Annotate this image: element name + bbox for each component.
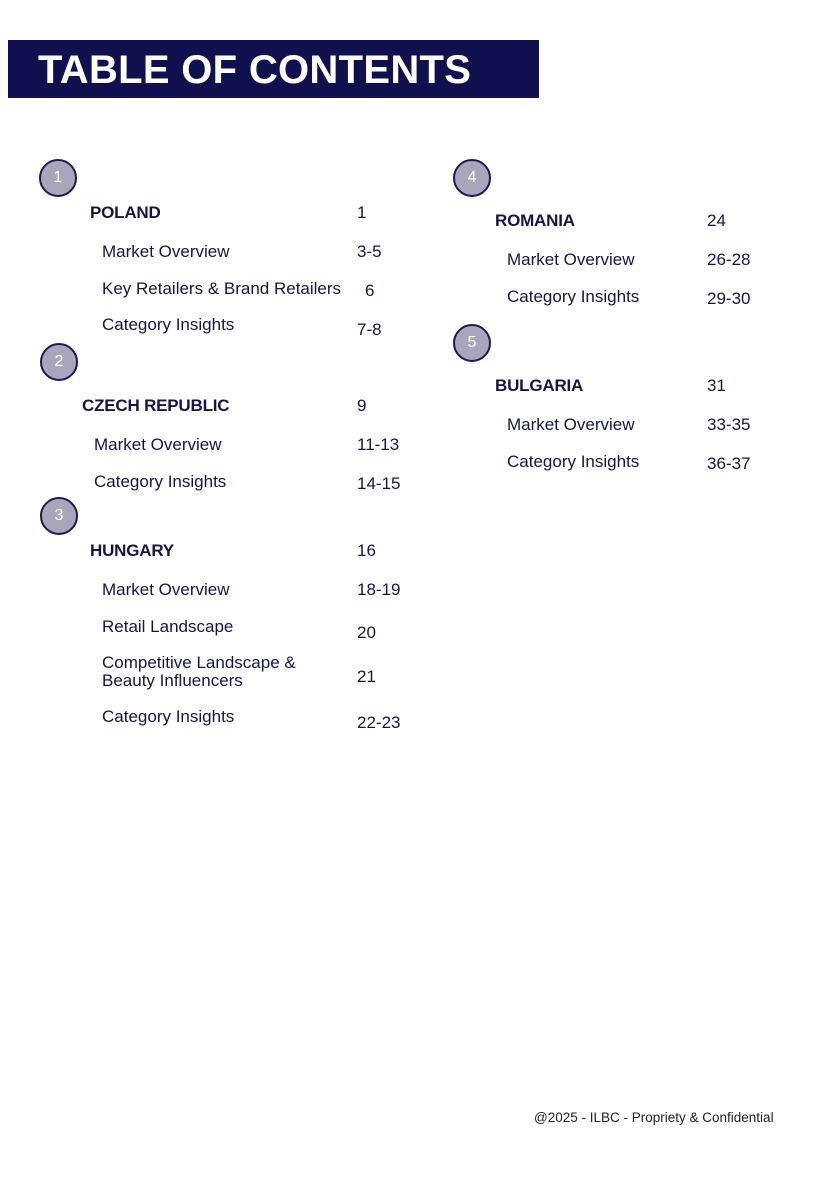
section-number-badge: 2 <box>40 343 78 381</box>
toc-entry-page: 11-13 <box>357 435 400 454</box>
section-number-badge: 3 <box>40 497 78 535</box>
toc-entry-label[interactable]: Competitive Landscape & <box>102 653 296 672</box>
country-heading[interactable]: HUNGARY <box>90 541 174 560</box>
toc-entry-page: 3-5 <box>357 242 382 261</box>
toc-entry-label[interactable]: Category Insights <box>507 287 640 306</box>
country-heading[interactable]: BULGARIA <box>495 376 584 395</box>
toc-entry-label[interactable]: Category Insights <box>507 452 640 471</box>
toc-entry-page: 7-8 <box>357 320 382 339</box>
toc-entry-page: 6 <box>365 281 375 300</box>
toc-entry-page: 29-30 <box>707 289 751 308</box>
toc-entry-label[interactable]: Category Insights <box>94 472 227 491</box>
country-page-number: 1 <box>357 203 367 222</box>
toc-entry-page: 18-19 <box>357 580 401 599</box>
footer-copyright: @2025 - ILBC - Propriety & Confidential <box>534 1110 774 1125</box>
section-number-badge: 4 <box>453 159 491 197</box>
toc-entry-page: 21 <box>357 667 376 686</box>
country-heading[interactable]: POLAND <box>90 203 161 222</box>
toc-entry-label[interactable]: Key Retailers & Brand Retailers <box>102 279 342 298</box>
page-title: TABLE OF CONTENTS <box>38 48 472 92</box>
toc-entry-label[interactable]: Retail Landscape <box>102 617 234 636</box>
section-number-badge: 5 <box>453 324 491 362</box>
country-heading[interactable]: ROMANIA <box>495 211 575 230</box>
section-number-badge: 1 <box>39 159 77 197</box>
country-page-number: 31 <box>707 376 726 395</box>
country-page-number: 24 <box>707 211 726 230</box>
toc-entry-page: 22-23 <box>357 713 401 732</box>
toc-entry-page: 20 <box>357 623 376 642</box>
toc-entry-page: 36-37 <box>707 454 751 473</box>
toc-entry-label[interactable]: Market Overview <box>507 415 635 434</box>
toc-entry-page: 14-15 <box>357 474 401 493</box>
toc-entry-label[interactable]: Market Overview <box>102 242 230 261</box>
toc-entry-label[interactable]: Market Overview <box>102 580 230 599</box>
country-heading[interactable]: CZECH REPUBLIC <box>82 396 230 415</box>
country-page-number: 9 <box>357 396 367 415</box>
country-page-number: 16 <box>357 541 376 560</box>
title-banner <box>8 40 539 98</box>
toc-entry-page: 33-35 <box>707 415 751 434</box>
toc-entry-label[interactable]: Category Insights <box>102 315 235 334</box>
toc-entry-page: 26-28 <box>707 250 751 269</box>
toc-entry-label[interactable]: Market Overview <box>94 435 222 454</box>
toc-entry-label[interactable]: Market Overview <box>507 250 635 269</box>
toc-entry-label[interactable]: Category Insights <box>102 707 235 726</box>
toc-entry-label-continued[interactable]: Beauty Influencers <box>102 671 243 690</box>
